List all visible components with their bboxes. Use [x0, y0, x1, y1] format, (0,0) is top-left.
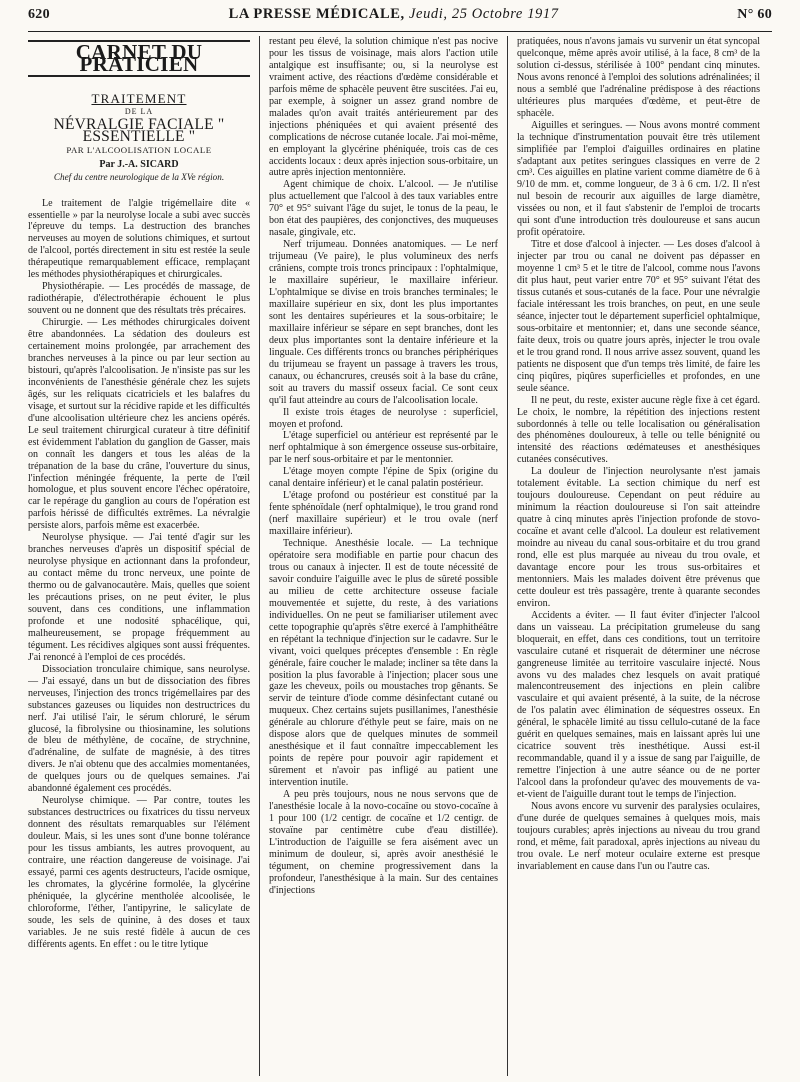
article-de-la: DE LA — [124, 106, 154, 116]
paragraph: pratiquées, nous n'avons jamais vu survenir un état syncopal quelconque, même après avoir utilisé, à la face, 8 cm³ de la solution ci-dessus, stérilisée à 100° pendant cinq minutes. Nous avons renoncé à l'emploi des solutions adrénalinées; il nous a semblé que l'adrénaline prédispose à des réactions ultérieures plus marquées d'œdème, et peut-être de sphacèle. — [517, 36, 760, 119]
paragraph: restant peu élevé, la solution chimique n'est pas nocive pour les tissus de voisinage, mais alors l'action utile antalgique est insuffisante; ou, si la neurolyse est vraiment active, des réactions d'œdème considérable et parfois même de sphacèle peuvent être suscitées. J'ai eu, par exemple, à soigner un assez grand nombre de malades qu'on avait traités antérieurement par des injections phéniquées et qui avaient présenté des complications de nécrose cutanée locale. J'ai moi-même, en employant la glycérine phéniquée, trois cas de ces accidents locaux : deux après injection sous-orbitaire, un autre après injection mentonnière. — [269, 36, 498, 179]
paragraph: A peu près toujours, nous ne nous servons que de l'anesthésie locale à la novo-cocaïne ou stovo-cocaïne à 1 pour 100 (1/2 centigr. de cocaïne et 1/2 centigr. de stovaïne par centimètre cube d'eau distillée). L'introduction de l'aiguille se fera aisément avec un minimum de douleur, si, après avoir anesthésié le tégument, on chemine progressivement dans la profondeur, l'anesthésique à la main. Sur des centaines d'injections — [269, 789, 498, 896]
article-columns — [28, 36, 772, 1076]
paragraph: Dissociation tronculaire chimique, sans neurolyse. — J'ai essayé, dans un but de dissociation des fibres nerveuses, l'injection des troncs trigémellaires par des substances gazeuses ou liquides non destructrices du nerf. J'ai utilisé l'air, le sérum chloruré, le sérum glucosé, la fibrolysine ou thiosinamine, les solutions de bleu de méthylène, de cocaïne, de strychnine, d'adrénaline, de sulfate de magnésie, à des titres divers. Je n'ai obtenu que des accalmies momentanées, de quelques jours ou de quelques semaines. J'ai abandonné également ces procédés. — [28, 663, 250, 795]
issue-number: N° 60 — [737, 7, 772, 22]
issue-date: Jeudi, 25 Octobre 1917 — [409, 6, 559, 22]
paragraph: Nerf trijumeau. Données anatomiques. — Le nerf trijumeau (Ve paire), le plus volumineux des nerfs crâniens, compte trois troncs principaux : l'ophtalmique, le maxillaire supérieur, le maxillaire inférieur. L'ophtalmique se divise en trois branches terminales; le maxillaire supérieur en six, dont les plus importantes sont les dentaires supérieures et la sous-orbitaire; le maxillaire inférieur se sépare en sept branches, dont les deux plus importantes sont la dentaire inférieure et la linguale. Ces différents troncs ou branches périphériques du trijumeau se frayent un passage à travers les trous, canaux, ou échancrures, creusés soit à la base du crâne, soit au travers du massif osseux facial. Ce sont ceux qu'il faut atteindre au cours de l'alcoolisation locale. — [269, 239, 498, 406]
paragraph: Agent chimique de choix. L'alcool. — Je n'utilise plus actuellement que l'alcool à des taux variables entre 70° et 95° suivant l'âge du sujet, le tonus de la peau, le bon état des paupières, des conjonctives, des muqueuses nasale, gingivale, etc. — [269, 179, 498, 239]
article-author: Par J.-A. SICARD — [99, 158, 179, 170]
section-title: CARNET DU PRATICIEN — [28, 40, 250, 77]
column-1 — [28, 36, 260, 1076]
article-title: NÉVRALGIE FACIALE " ESSENTIELLE " — [53, 115, 225, 145]
column-2 — [260, 36, 508, 1076]
paragraph: La douleur de l'injection neurolysante n'est jamais totalement évitable. La section chimique du nerf est toujours douloureuse. Cependant on peut réduire au minimum la réaction douloureuse si l'on sait atteindre quatre à cinq minutes après l'injection profonde de stovo-cocaïne et avant celle d'alcool. La douleur est relativement moindre au niveau du canal sous-orbitaire et du trou grand rond, elle est plus marquée au niveau du trou ovale, et davantage encore pour les trous sus-orbitaires et mentonniers. Mais les malades doivent être prévenus que cette douleur est très passagère, trente à quarante secondes environ. — [517, 466, 760, 609]
column-3 — [508, 36, 760, 1076]
paragraph: Nous avons encore vu survenir des paralysies oculaires, d'une durée de quelques semaines à quelques mois, mais toujours curables; après injections au niveau du trou grand rond, et même, fait paradoxal, après injections au niveau du trou ovale. Le nerf moteur oculaire externe est presque invariablement en cause dans l'un ou l'autre cas. — [517, 801, 760, 872]
paragraph: Chirurgie. — Les méthodes chirurgicales doivent être abandonnées. La sédation des douleurs est certainement moins prolongée, par arrachement des branches nerveuses à la pince ou par leur section au bistouri, qu'après l'alcoolisation. Je n'insiste pas sur les inconvénients de l'anesthésie générale chez les sujets âgés, sur les reliquats cicatriciels et les balafres du visage, et surtout sur la récidive rapide et les difficultés d'une alcoolisation ultérieure chez les anciens opérés. Le seul traitement chirurgical curateur à titre définitif est évidemment l'ablation du ganglion de Gasser, mais on connaît les dangers et tous les aléas de la trépanation de la base du crâne, l'ouverture du sinus, l'infection méningée fréquente, la perte de l'œil homologue, et plus souvent encore l'échec opératoire, car le repérage du ganglion au cours de l'opération est parfois hérissé de difficultés extrêmes. La névralgie persiste alors, parfois même est exacerbée. — [28, 317, 250, 532]
paragraph: Il existe trois étages de neurolyse : superficiel, moyen et profond. — [269, 406, 498, 430]
paragraph: L'étage moyen compte l'épine de Spix (origine du canal dentaire inférieur) et le canal palatin postérieur. — [269, 466, 498, 490]
paragraph: Physiothérapie. — Les procédés de massage, de radiothérapie, d'électrothérapie échouent le plus souvent ou ne donnent que des résultats très précaires. — [28, 281, 250, 317]
paragraph: Neurolyse physique. — J'ai tenté d'agir sur les branches nerveuses d'après un dispositif spécial de neurolyse physique en actionnant dans la profondeur, au contact même du tronc nerveux, une pointe de thermo ou de galvanocautère. Mais, quelles que soient les précautions prises, on ne peut éviter, le plus souvent, dans ces conditions, une inflammation profonde et une nodosité sphacélique, qui, malheureusement, se propage fréquemment au tégument. Les récidives algiques sont aussi fréquentes. J'ai renoncé à l'emploi de ces procédés. — [28, 532, 250, 663]
paragraph: Il ne peut, du reste, exister aucune règle fixe à cet égard. Le choix, le nombre, la répétition des injections restent subordonnés à telle ou telle localisation ou généralisation des phénomènes douloureux, à telle ou telle bénignité ou intensité des réactions œdémateuses et anesthésiques cutanées consécutives. — [517, 394, 760, 466]
journal-dateline — [229, 6, 559, 23]
paragraph: Accidents a éviter. — Il faut éviter d'injecter l'alcool dans un vaisseau. La précipitation grumeleuse du sang bloquerait, en effet, dans ces conditions, tout un territoire vasculaire cutané et risquerait de déterminer une nécrose gangreneuse limitée au territoire vasculaire injecté. Nous avons vu des malades chez lesquels on avait pratiqué malencontreusement des injections en plein calibre vasculaire et qui avaient présenté, à la suite, de la nécrose de l'os palatin avec élimination de séquestres osseux. En général, le sphacèle limité au tissu cellulo-cutané de la face guérit en quelques semaines, mais en laissant après lui une cicatrice souvent très inesthétique. Aussi est-il recommandable, quand il y a issue de sang par l'aiguille, de remettre l'injection à une autre séance ou de ne porter l'alcool dans la profondeur qu'avec des mouvements de va-et-vient de l'aiguille durant tout le temps de l'injection. — [517, 609, 760, 801]
paragraph: Titre et dose d'alcool à injecter. — Les doses d'alcool à injecter par trou ou canal ne doivent pas dépasser en moyenne 1 cm³ 5 et le titre de l'alcool, comme nous l'avons dit plus haut, peut varier entre 70° et 95° suivant l'état des tissus cutanés et sous-cutanés de la face. Pour une névralgie faciale intéressant les trois branches, on peut, en une seule séance, injecter tout le département superficiel ophtalmique, sous-orbitaire et mentonnier; et, dans une seconde séance, faite deux, trois ou quatre jours après, injecter le trou ovale et le trou grand rond. Il nous arrive assez souvent, quand les patients ne disposent que d'un temps très limité, de faire les cinq piqûres, piqûres superficielles et profondes, en une seule séance. — [517, 239, 760, 394]
paragraph: Technique. Anesthésie locale. — La technique opératoire sera modifiable en partie pour chacun des trous ou canaux à injecter. Il est de toute nécessité de savoir conduire l'aiguille avec le plus de sûreté possible au milieu de cette architecture osseuse faciale mouvementée et sujette, du reste, à des variations individuelles. On ne peut se familiariser utilement avec cette topographie qu'après s'être exercé à l'amphithéâtre en répétant la technique d'injection sur le cadavre. Sur le vivant, voici quelques préceptes d'ensemble : En règle générale, faire coucher le malade; incliner sa tête dans la position la plus favorable à l'injection; placer sous une gaze les cheveux, poils ou moustaches trop gênants. Se servir de teinture d'iode comme désinfectant cutané ou muqueux. Chez certains sujets pusillanimes, l'anesthésie générale au chlorure d'éthyle peut se faire, mais on ne dispose alors que de quelques minutes de sommeil anesthésique et il faut connaître impeccablement les points de repère pour pouvoir agir rapidement et sûrement et n'avoir pas infligé au patient une intervention inutile. — [269, 538, 498, 789]
paragraph: Neurolyse chimique. — Par contre, toutes les substances destructrices ou fixatrices du tissu nerveux donnent des résultats remarquables sur l'élément douleur. Mais, si les unes sont d'une bonne tolérance pour les tissus ambiants, les autres provoquent, au contraire, une réaction dangereuse de voisinage. J'ai essayé, parmi ces agents destructeurs, l'acide osmique, les chromates, la glycérine formolée, la glycérine phéniquée, la glycérine mentholée alcoolisée, le chloroforme, l'éther, l'antipyrine, le salicylate de soude, les sels de quinine, à des doses et taux variables. Je ne suis resté fidèle à aucun de ces différents agents. En effet : ou le titre lytique — [28, 795, 250, 950]
page-number: 620 — [28, 7, 50, 22]
article-title-block — [28, 90, 250, 184]
journal-name: LA PRESSE MÉDICALE, — [228, 6, 405, 22]
author-affiliation: Chef du centre neurologique de la XVe région. — [53, 171, 225, 182]
paragraph: Aiguilles et seringues. — Nous avons montré comment la technique d'instrumentation pouvait être très utilement simplifiée par l'emploi d'aiguilles ordinaires en platine s'adaptant aux petites seringues classiques en verre de 2 cm³. Ces aiguilles en platine varient comme diamètre de 6 à 9/10 de mm. et, comme longueur, de 3 à 6 cm. 1/2. Il n'est nul besoin de recourir aux aiguilles de large diamètre, vissées ou non, et il faut s'abstenir de l'emploi de trocarts qui sont d'une introduction très douloureuse et sans aucun profit opératoire. — [517, 119, 760, 239]
running-header — [28, 6, 772, 32]
article-label: TRAITEMENT — [91, 90, 187, 106]
article-subtitle: PAR L'ALCOOLISATION LOCALE — [66, 144, 212, 155]
paragraph: L'étage superficiel ou antérieur est représenté par le nerf ophtalmique à son émergence osseuse sus-orbitaire, par le nerf sous-orbitaire et par le mentonnier. — [269, 430, 498, 466]
paragraph: Le traitement de l'algie trigémellaire dite « essentielle » par la neurolyse locale a subi avec succès l'épreuve du temps. La destruction des branches nerveuses au moyen de solutions chimiques, et surtout de l'alcool, portés directement in situ est restée la seule thérapeutique remarquablement efficace, remplaçant les méthodes physiothérapiques et chirurgicales. — [28, 197, 250, 281]
paragraph: L'étage profond ou postérieur est constitué par la fente sphénoïdale (nerf ophtalmique), le trou grand rond (nerf maxillaire supérieur) et le trou ovale (nerf maxillaire inférieur). — [269, 490, 498, 538]
